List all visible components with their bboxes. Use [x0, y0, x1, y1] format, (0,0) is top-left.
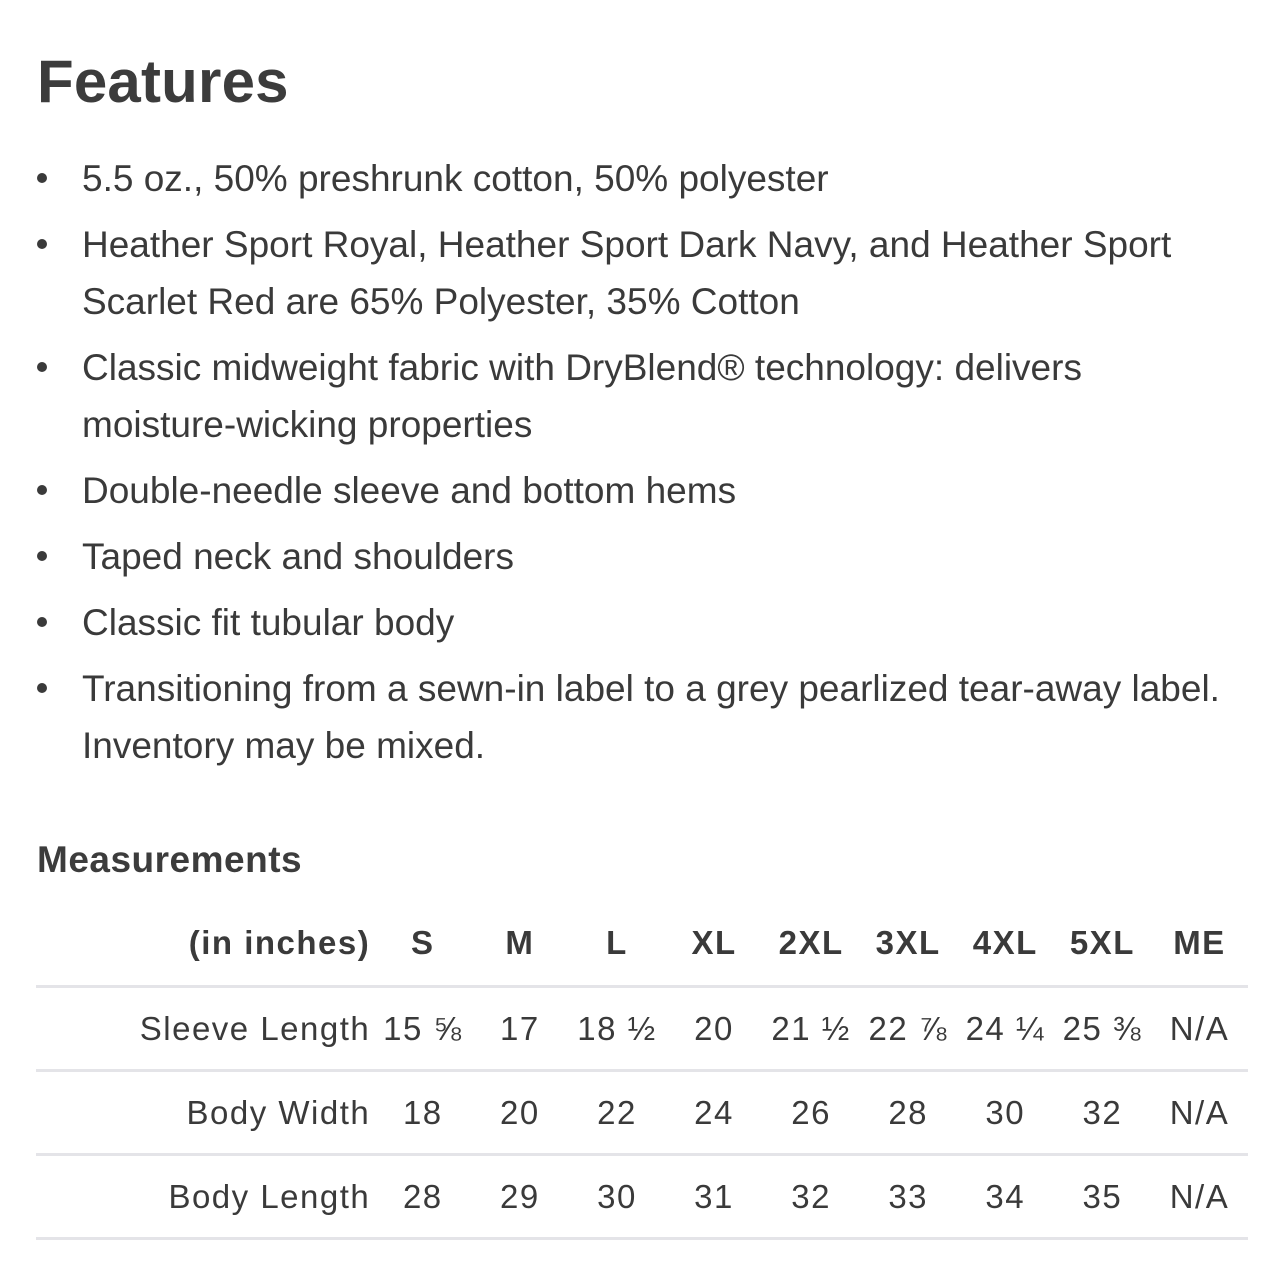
table-cell: N/A [1151, 987, 1248, 1071]
table-cell: 20 [666, 987, 763, 1071]
size-header: 3XL [860, 901, 957, 987]
table-cell: 29 [471, 1155, 568, 1239]
table-cell: 25 ⅜ [1054, 987, 1151, 1071]
table-cell: 21 ½ [763, 987, 860, 1071]
measurements-table [36, 901, 1248, 1240]
table-row [36, 1155, 1248, 1239]
measurements-heading: Measurements [37, 839, 303, 880]
table-cell: N/A [1151, 1071, 1248, 1155]
table-cell: N/A [1151, 1155, 1248, 1239]
feature-item [0, 216, 1263, 330]
feature-item [0, 150, 1263, 207]
table-header-row [36, 901, 1248, 987]
row-label: Body Width [36, 1071, 374, 1155]
table-cell: 26 [763, 1071, 860, 1155]
table-row [36, 987, 1248, 1071]
table-cell: 30 [568, 1155, 665, 1239]
bullet-icon [37, 485, 47, 495]
size-header: M [471, 901, 568, 987]
size-header: XL [666, 901, 763, 987]
bullet-icon [37, 239, 47, 249]
table-cell: 35 [1054, 1155, 1151, 1239]
table-cell: 24 ¼ [957, 987, 1054, 1071]
table-cell: 17 [471, 987, 568, 1071]
feature-item [0, 462, 1263, 519]
feature-item [0, 594, 1263, 651]
size-header: L [568, 901, 665, 987]
table-cell: 28 [860, 1071, 957, 1155]
feature-item [0, 528, 1263, 585]
table-cell: 15 ⅝ [374, 987, 471, 1071]
table-cell: 24 [666, 1071, 763, 1155]
feature-text: Double-needle sleeve and bottom hems [82, 470, 737, 511]
features-heading: Features [37, 48, 289, 115]
table-cell: 18 ½ [568, 987, 665, 1071]
table-cell: 28 [374, 1155, 471, 1239]
table-cell: 34 [957, 1155, 1054, 1239]
table-cell: 31 [666, 1155, 763, 1239]
bullet-icon [37, 617, 47, 627]
row-label: Body Length [36, 1155, 374, 1239]
feature-text: Transitioning from a sewn-in label to a grey pearlized tear-away label. Inventory may be mixed. [82, 668, 1220, 766]
table-cell: 20 [471, 1071, 568, 1155]
feature-text: Classic fit tubular body [82, 602, 455, 643]
size-header: S [374, 901, 471, 987]
table-cell: 33 [860, 1155, 957, 1239]
feature-item [0, 660, 1263, 774]
table-row [36, 1071, 1248, 1155]
units-header: (in inches) [36, 901, 374, 987]
bullet-icon [37, 683, 47, 693]
table-cell: 22 [568, 1071, 665, 1155]
table-cell: 32 [1054, 1071, 1151, 1155]
table-cell: 22 ⅞ [860, 987, 957, 1071]
size-header: 4XL [957, 901, 1054, 987]
size-header: 5XL [1054, 901, 1151, 987]
feature-text: 5.5 oz., 50% preshrunk cotton, 50% polyester [82, 158, 829, 199]
bullet-icon [37, 173, 47, 183]
feature-text: Heather Sport Royal, Heather Sport Dark Navy, and Heather Sport Scarlet Red are 65% Polyester, 35% Cotton [82, 224, 1172, 322]
table-cell: 32 [763, 1155, 860, 1239]
table-cell: 30 [957, 1071, 1054, 1155]
size-header: ME [1151, 901, 1248, 987]
size-header: 2XL [763, 901, 860, 987]
bullet-icon [37, 362, 47, 372]
bullet-icon [37, 551, 47, 561]
feature-item [0, 339, 1263, 453]
feature-text: Taped neck and shoulders [82, 536, 514, 577]
row-label: Sleeve Length [36, 987, 374, 1071]
table-cell: 18 [374, 1071, 471, 1155]
feature-text: Classic midweight fabric with DryBlend® technology: delivers moisture-wicking properties [82, 347, 1082, 445]
features-list [0, 150, 1263, 783]
